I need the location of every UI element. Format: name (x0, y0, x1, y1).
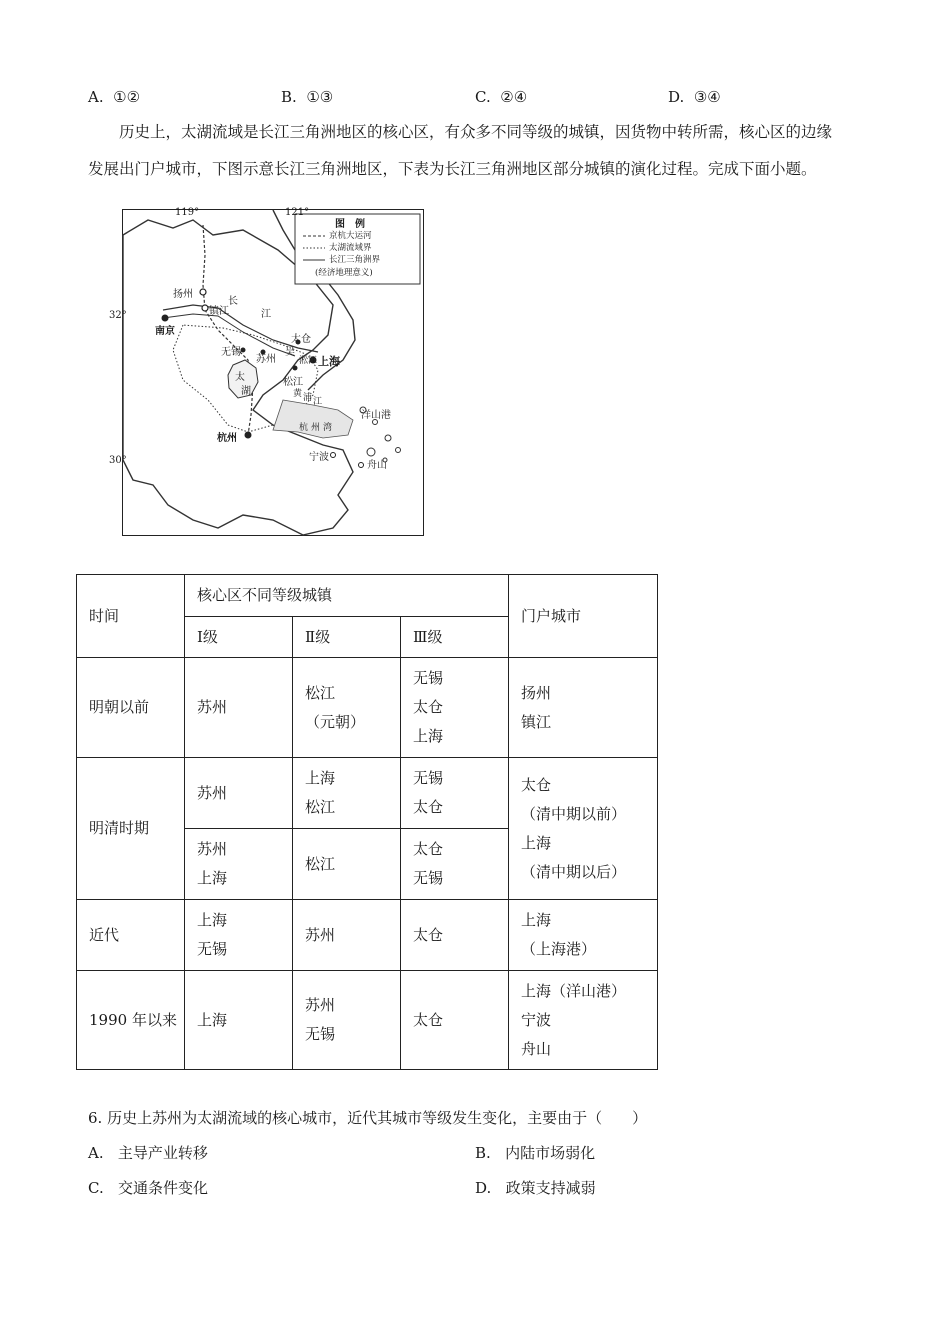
cell-line: 上海 (413, 727, 444, 745)
cell-line: 上海 (197, 911, 228, 929)
cell-gate (509, 900, 658, 971)
cell-line: 苏州 (197, 783, 228, 802)
option-letter: D. (668, 88, 685, 106)
label-wusong: 吴 (285, 347, 295, 358)
label-jiang: 江 (261, 309, 271, 320)
cell-level-3 (401, 900, 509, 971)
cell-line: （清中期以前） (521, 804, 627, 823)
option-letter: B. (475, 1144, 491, 1162)
prev-option-a (88, 88, 140, 106)
label-wusong-river: 淞江 (299, 356, 318, 366)
intro-paragraph (88, 114, 878, 188)
cell-line: 上海 (197, 1010, 228, 1029)
cell-line: 上海（洋山港） (521, 981, 627, 1000)
cell-time: 1990 年以来 (77, 971, 185, 1070)
option-text: ①② (113, 88, 141, 106)
legend-canal: 京杭大运河 (329, 231, 372, 241)
label-nanjing: 南京 (155, 326, 175, 337)
option-text: ①③ (306, 88, 334, 106)
cell-line: 苏州 (305, 996, 336, 1014)
label-taicang: 太仓 (291, 334, 311, 345)
cell-line: 上海 (521, 833, 552, 852)
label-hangzhou-bay: 杭州湾 (299, 423, 336, 433)
cell-level-2 (293, 658, 401, 758)
header-level-2: Ⅱ级 (293, 617, 401, 658)
cell-line: 扬州 (521, 683, 552, 702)
label-huangpu-3: 江 (313, 397, 323, 407)
cell-level-3 (401, 829, 509, 900)
option-letter: C. (88, 1179, 104, 1197)
cell-level-2 (293, 900, 401, 971)
header-core: 核心区不同等级城镇 (185, 575, 509, 617)
cell-line: 苏州 (197, 840, 228, 858)
cell-line: 松江 (305, 798, 336, 816)
lon-label-119: 119° (175, 207, 200, 218)
label-taihu-1: 太 (235, 372, 245, 383)
header-level-1: Ⅰ级 (185, 617, 293, 658)
prev-option-d (668, 88, 721, 106)
label-ningbo: 宁波 (309, 452, 329, 463)
cell-level-3 (401, 658, 509, 758)
label-suzhou: 苏州 (256, 354, 276, 365)
cell-level-2 (293, 829, 401, 900)
header-gate: 门户城市 (509, 575, 658, 658)
lon-label-121: 121° (285, 207, 310, 218)
cell-line: 太仓 (521, 775, 552, 794)
label-shanghai: 上海 (318, 355, 340, 368)
option-text: 交通条件变化 (118, 1179, 209, 1197)
cell-line: 镇江 (521, 712, 552, 731)
option-c[interactable] (88, 1177, 208, 1198)
table-row (77, 900, 658, 971)
cell-line: 苏州 (197, 698, 228, 716)
legend-title: 图 例 (335, 219, 365, 230)
cell-level-1 (185, 758, 293, 829)
cell-line: 上海 (197, 869, 228, 887)
intro-line-1: 历史上，太湖流域是长江三角洲地区的核心区，有众多不同等级的城镇，因货物中转所需，核心区的边缘 (119, 123, 833, 141)
cell-line: 无锡 (413, 769, 444, 787)
cell-line: 无锡 (413, 869, 444, 887)
cell-line: 太仓 (413, 1010, 444, 1029)
cell-line: 太仓 (413, 698, 444, 716)
lat-label-30: 30° (109, 455, 127, 466)
cell-line: 无锡 (413, 669, 444, 687)
cell-level-3 (401, 758, 509, 829)
label-taihu-2: 湖 (241, 386, 251, 397)
cell-line: 苏州 (305, 925, 336, 944)
option-a[interactable] (88, 1142, 208, 1163)
cell-time: 明朝以前 (77, 658, 185, 758)
cell-gate (509, 758, 658, 900)
table-row (77, 758, 658, 829)
label-huangpu-2: 浦 (303, 393, 313, 403)
label-hangzhou: 杭州 (217, 433, 237, 444)
legend-delta-note: (经济地理意义) (315, 268, 373, 278)
cell-line: 宁波 (521, 1010, 552, 1029)
cell-level-3 (401, 971, 509, 1070)
table-row (77, 658, 658, 758)
prev-option-c (475, 88, 527, 106)
cell-line: 松江 (305, 854, 336, 873)
yangtze-delta-map (109, 207, 424, 536)
option-text: ③④ (693, 88, 721, 106)
cell-level-1 (185, 900, 293, 971)
table-row (77, 971, 658, 1070)
cell-line: 太仓 (413, 925, 444, 944)
label-songjiang: 松江 (283, 377, 303, 388)
cell-line: （清中期以后） (521, 862, 627, 881)
prev-option-b (281, 88, 333, 106)
cell-line: 上海 (305, 769, 336, 787)
cell-level-1 (185, 829, 293, 900)
cell-level-1 (185, 971, 293, 1070)
option-letter: D. (475, 1179, 492, 1197)
legend-basin: 太湖流域界 (329, 243, 372, 253)
label-yangshan: 洋山港 (361, 410, 391, 421)
cell-gate (509, 658, 658, 758)
cell-level-2 (293, 758, 401, 829)
cell-level-1 (185, 658, 293, 758)
town-evolution-table (76, 574, 658, 1070)
cell-line: （上海港） (521, 940, 597, 958)
cell-line: （元朝） (305, 712, 366, 731)
label-zhenjiang: 镇江 (209, 306, 229, 317)
cell-line: 无锡 (197, 940, 228, 958)
header-level-3: Ⅲ级 (401, 617, 509, 658)
cell-gate (509, 971, 658, 1070)
option-text: ②④ (500, 88, 528, 106)
cell-level-2 (293, 971, 401, 1070)
label-yangzhou: 扬州 (173, 289, 193, 300)
cell-line: 无锡 (305, 1025, 336, 1043)
option-text: 政策支持减弱 (505, 1179, 596, 1197)
option-text: 主导产业转移 (117, 1144, 208, 1162)
option-letter: C. (475, 88, 491, 106)
option-letter: A. (88, 88, 104, 106)
intro-line-2: 发展出门户城市，下图示意长江三角洲地区，下表为长江三角洲地区部分城镇的演化过程。完成下面小题。 (88, 160, 817, 178)
option-b[interactable] (475, 1142, 595, 1163)
cell-line: 太仓 (413, 798, 444, 816)
option-d[interactable] (475, 1177, 596, 1198)
label-huangpu-1: 黄 (293, 389, 303, 399)
cell-time: 近代 (77, 900, 185, 971)
cell-line: 舟山 (521, 1039, 552, 1058)
legend-delta: 长江三角洲界 (329, 255, 381, 265)
label-chang: 长 (228, 296, 238, 307)
option-text: 内陆市场弱化 (505, 1144, 596, 1162)
cell-line: 松江 (305, 683, 336, 702)
question-6-stem: 6. 历史上苏州为太湖流域的核心城市，近代其城市等级发生变化，主要由于（ ） (88, 1109, 648, 1127)
label-zhoushan: 舟山 (367, 460, 387, 471)
lat-label-32: 32° (109, 310, 127, 321)
cell-line: 太仓 (413, 840, 444, 858)
label-wuxi: 无锡 (221, 347, 241, 358)
cell-line: 上海 (521, 911, 552, 929)
option-letter: B. (281, 88, 297, 106)
cell-time: 明清时期 (77, 758, 185, 900)
header-time: 时间 (77, 575, 185, 658)
option-letter: A. (88, 1144, 104, 1162)
